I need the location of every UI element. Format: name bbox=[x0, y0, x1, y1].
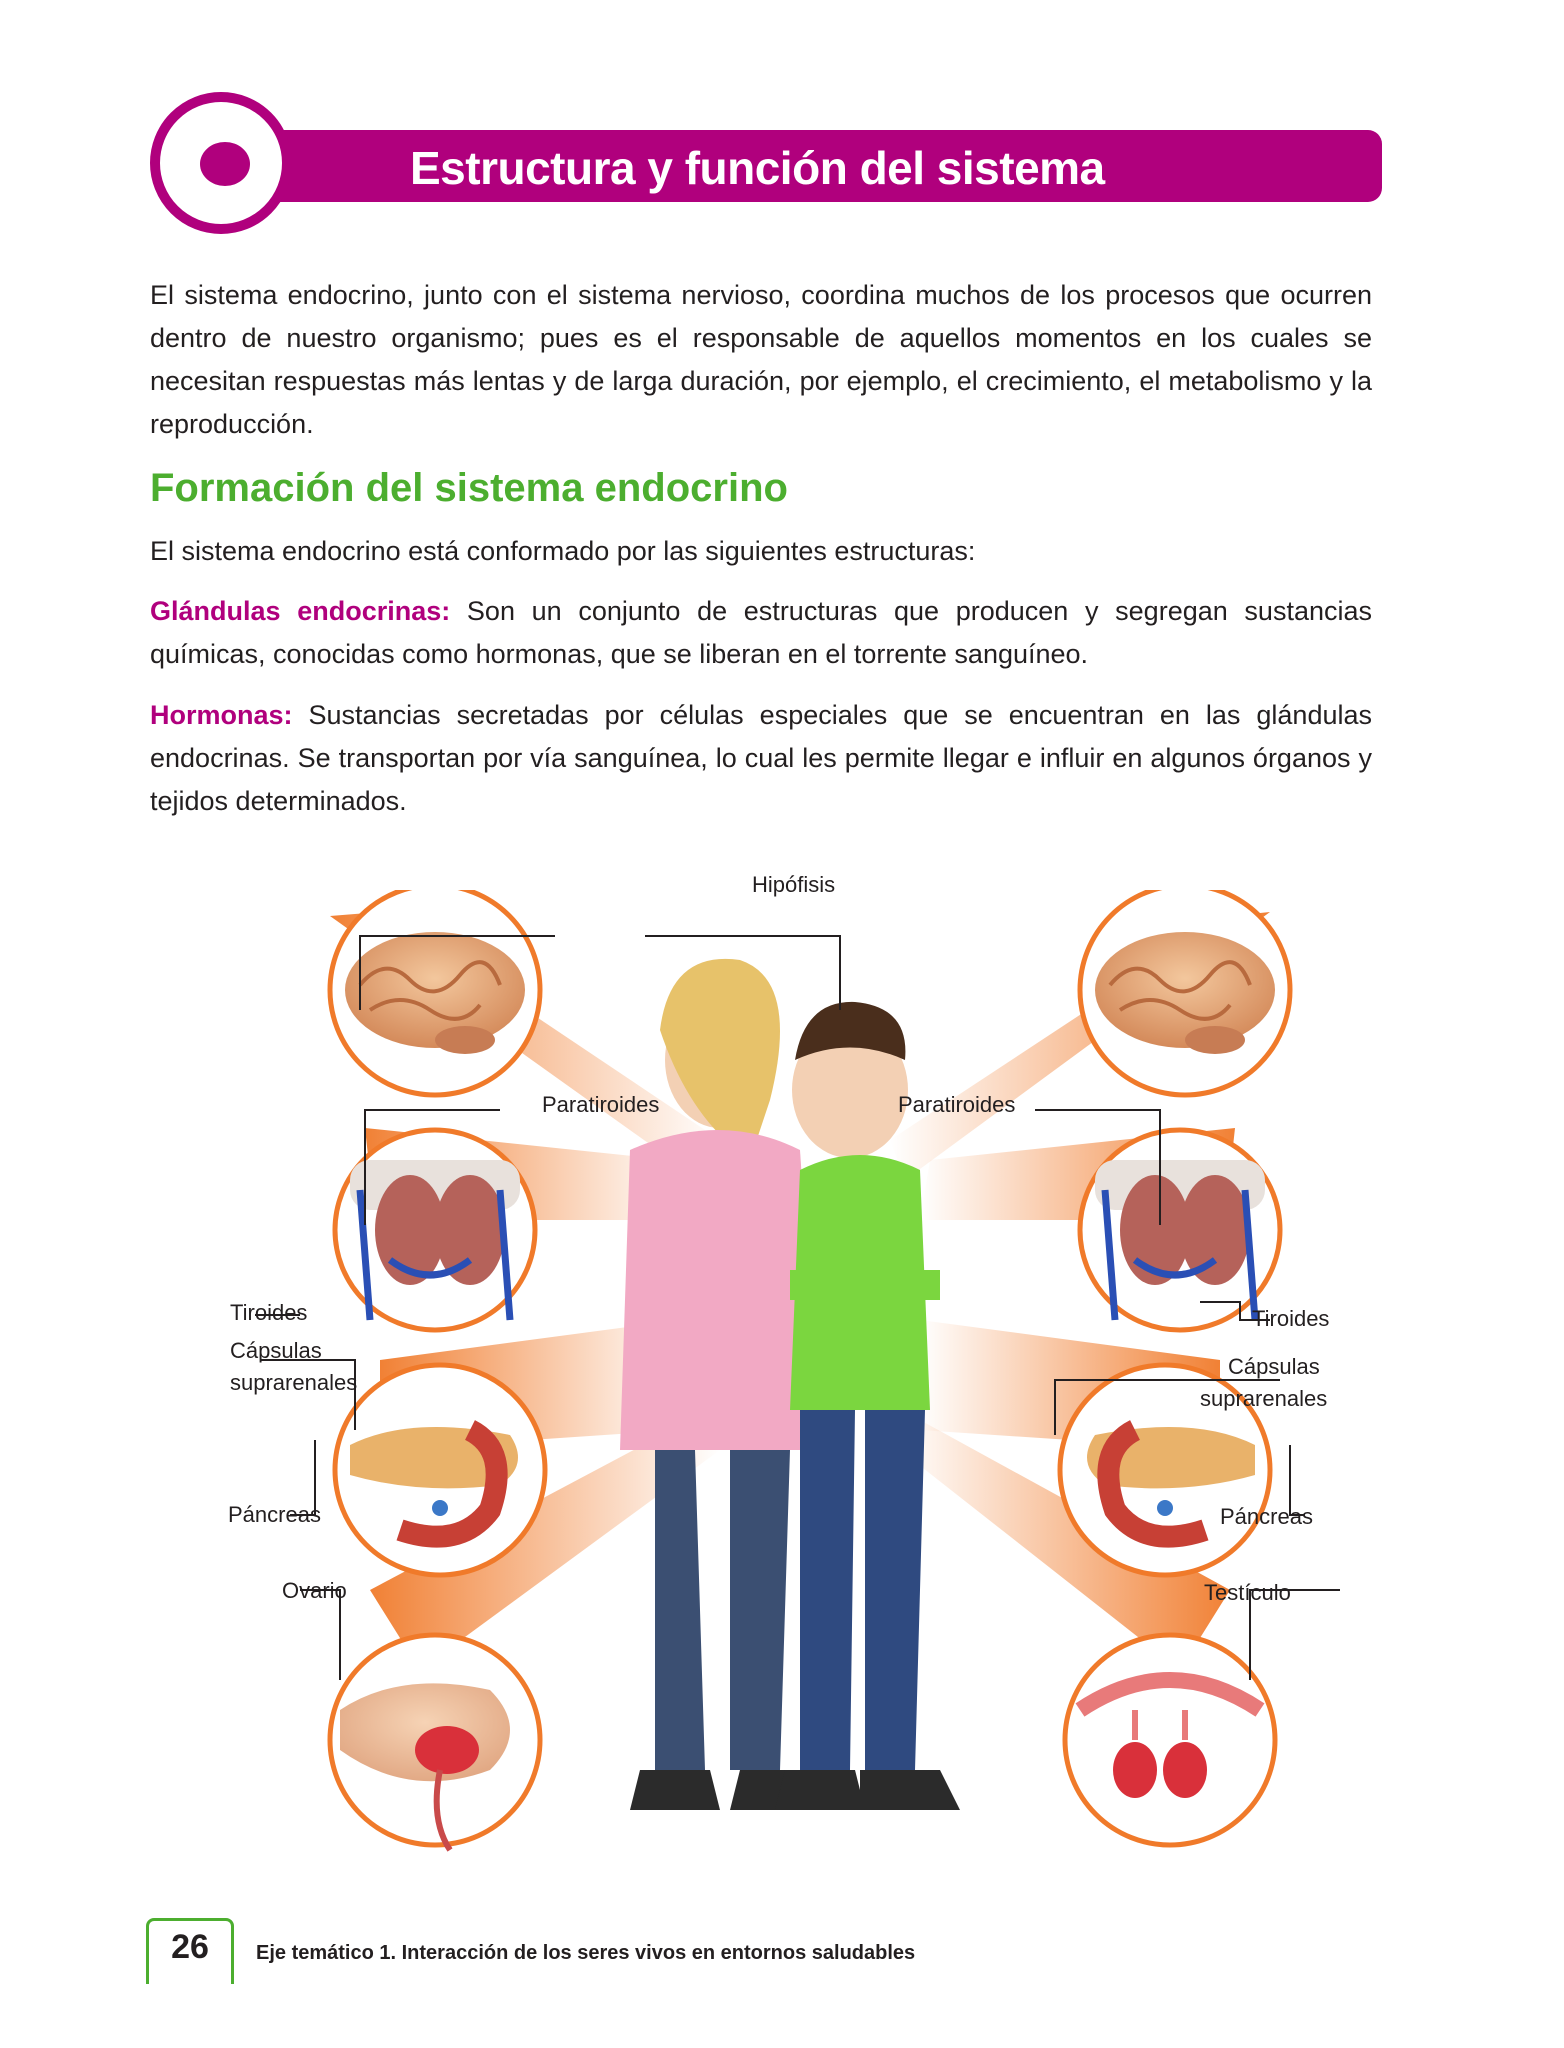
page-number: 26 bbox=[171, 1928, 209, 1966]
endocrine-illustration bbox=[200, 872, 1400, 1880]
page-title: Estructura y función del sistema endocrino bbox=[410, 142, 1105, 254]
brain-circle-left bbox=[330, 890, 540, 1095]
label-paratiroides-right: Paratiroides bbox=[898, 1092, 1016, 1117]
label-tiroides-left: Tiroides bbox=[230, 1300, 308, 1325]
footer-text: Eje temático 1. Interacción de los seres vivos en entornos saludables bbox=[256, 1942, 916, 1964]
title-dot-icon bbox=[200, 142, 250, 186]
section-heading: Formación del sistema endocrino bbox=[150, 466, 788, 510]
testicle-circle bbox=[1065, 1635, 1275, 1845]
ovary-circle bbox=[330, 1635, 540, 1850]
term-glandulas: Glándulas endocrinas: bbox=[150, 596, 451, 626]
section-lead: El sistema endocrino está conformado por las siguientes estructuras: bbox=[150, 536, 976, 566]
label-tiroides-right: Tiroides bbox=[1252, 1306, 1330, 1331]
brain-circle-right bbox=[1080, 890, 1290, 1095]
label-pancreas-right: Páncreas bbox=[1220, 1504, 1313, 1529]
label-ovario: Ovario bbox=[282, 1578, 347, 1603]
definition-glandulas-text: Son un conjunto de estructuras que producen y segregan sustancias químicas, conocidas como hormonas, que se liberan en el torrente sanguíneo. bbox=[150, 596, 1372, 669]
term-hormonas: Hormonas: bbox=[150, 700, 293, 730]
pancreas-circle-left bbox=[335, 1365, 545, 1575]
thyroid-circle-right bbox=[1080, 1130, 1280, 1330]
illustration-graphic bbox=[200, 890, 1400, 1880]
label-hipofisis: Hipófisis bbox=[752, 872, 836, 897]
definition-glandulas bbox=[150, 590, 1372, 676]
label-capsulas-left-1: Cápsulas bbox=[230, 1338, 322, 1363]
label-capsulas-right-2: suprarenales bbox=[1200, 1386, 1328, 1411]
label-capsulas-right-1: Cápsulas bbox=[1228, 1354, 1320, 1379]
definition-hormonas bbox=[150, 694, 1372, 823]
definition-hormonas-text: Sustancias secretadas por células especiales que se encuentran en las glándulas endocrinas. Se transportan por vía sanguínea, lo cual les permite llegar e influir en algunos órganos y tejidos determinados. bbox=[150, 700, 1372, 816]
label-pancreas-left: Páncreas bbox=[228, 1502, 321, 1527]
label-testiculo: Testículo bbox=[1204, 1580, 1291, 1605]
intro-paragraph: El sistema endocrino, junto con el sistema nervioso, coordina muchos de los procesos que ocurren dentro de nuestro organismo; pues es el responsable de aquellos momentos en los cuales se necesitan respuestas más lentas y de larga duración, por ejemplo, el crecimiento, el metabolismo y la reproducción. bbox=[150, 280, 1372, 439]
label-paratiroides-left: Paratiroides bbox=[542, 1092, 660, 1117]
label-capsulas-left-2: suprarenales bbox=[230, 1370, 358, 1395]
